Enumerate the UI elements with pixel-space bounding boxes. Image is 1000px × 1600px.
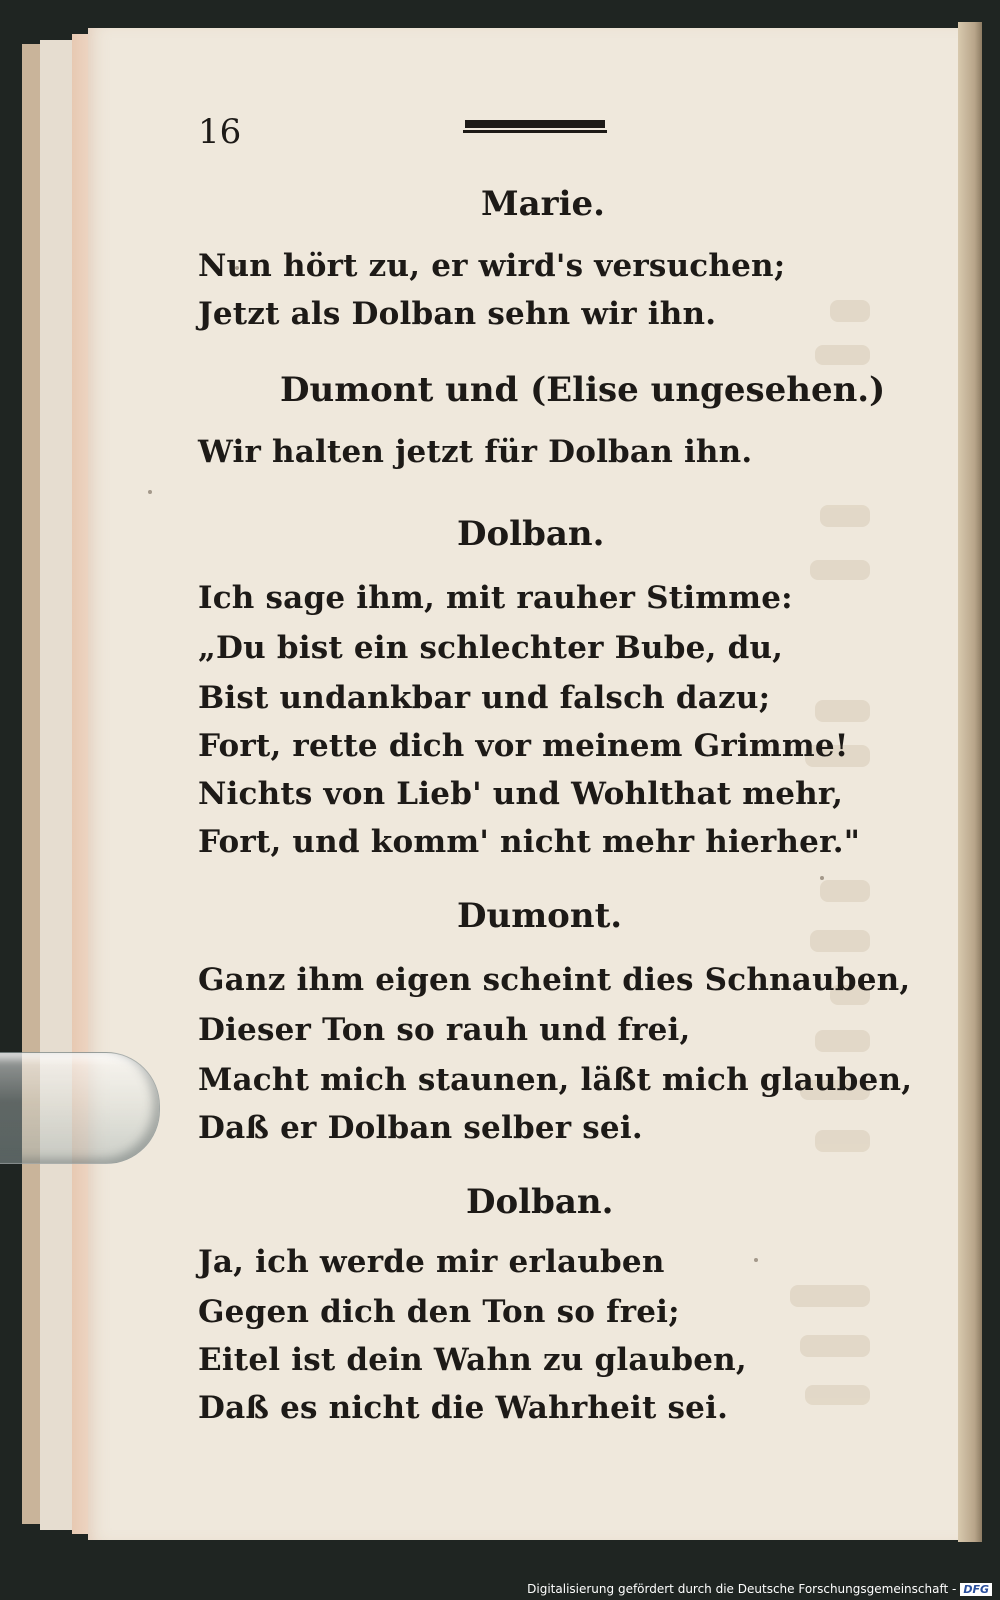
dfg-logo-icon: DFG [960, 1583, 992, 1596]
verse-line: Nun hört zu, er wird's versuchen; [198, 248, 786, 284]
verse-line: Nichts von Lieb' und Wohlthat mehr, [198, 776, 844, 812]
header-rule-ornament [463, 118, 607, 138]
glass-page-weight [0, 1052, 160, 1164]
verse-line: „Du bist ein schlechter Bube, du, [198, 630, 784, 666]
verse-line: Fort, und komm' nicht mehr hierher." [198, 824, 861, 860]
digitization-credit [527, 1582, 992, 1596]
verse-line: Jetzt als Dolban sehn wir ihn. [198, 296, 717, 332]
speaker-heading: Dumont. [457, 896, 623, 936]
speaker-heading: Dolban. [466, 1182, 614, 1222]
verse-line: Dieser Ton so rauh und frei, [198, 1012, 691, 1048]
verse-line: Gegen dich den Ton so frei; [198, 1294, 680, 1330]
verse-line: Macht mich staunen, läßt mich glauben, [198, 1062, 913, 1098]
verse-line: Ganz ihm eigen scheint dies Schnauben, [198, 962, 911, 998]
verse-line: Ja, ich werde mir erlauben [198, 1244, 665, 1280]
speaker-heading: Marie. [481, 184, 605, 224]
verse-line: Eitel ist dein Wahn zu glauben, [198, 1342, 747, 1378]
page-number: 16 [198, 112, 242, 152]
verse-line: Fort, rette dich vor meinem Grimme! [198, 728, 849, 764]
verse-line: Bist undankbar und falsch dazu; [198, 680, 771, 716]
verse-line: Daß er Dolban selber sei. [198, 1110, 643, 1146]
speaker-heading: Dumont und (Elise ungesehen.) [280, 370, 886, 410]
verse-line: Daß es nicht die Wahrheit sei. [198, 1390, 729, 1426]
verse-line: Wir halten jetzt für Dolban ihn. [198, 434, 753, 470]
credit-text: Digitalisierung gefördert durch die Deutsche Forschungsgemeinschaft - [527, 1582, 957, 1596]
speaker-heading: Dolban. [457, 514, 605, 554]
verse-line: Ich sage ihm, mit rauher Stimme: [198, 580, 793, 616]
